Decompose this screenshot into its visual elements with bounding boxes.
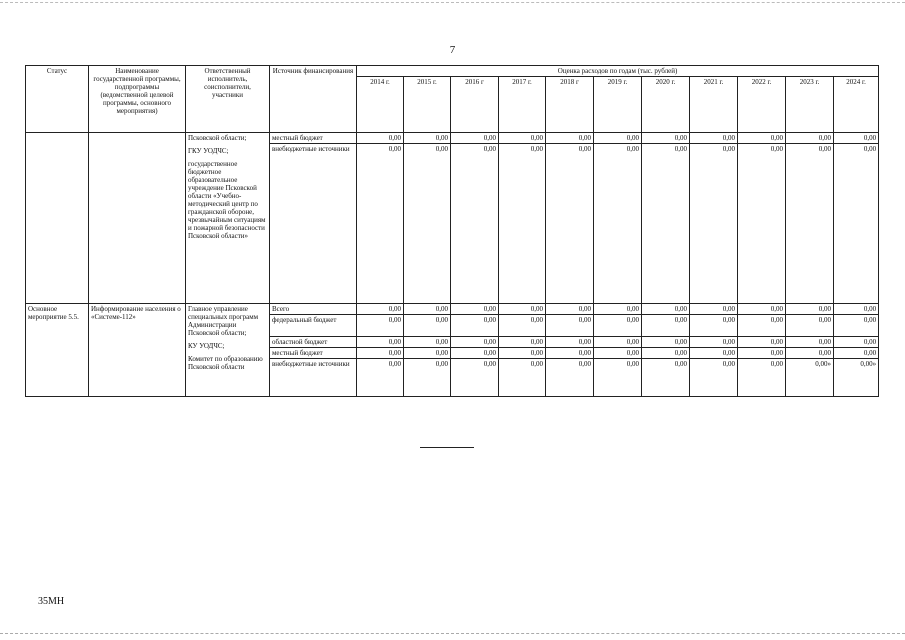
responsible-line: государственное бюджетное образовательное учреждение Псковской области «Учебно-методический центр по гражданской обороне, чрезвычайным ситуациям и пожарной безопасности Псковской области» <box>188 160 266 240</box>
header-year: 2023 г. <box>786 77 834 133</box>
responsible-line: Комитет по образованию Псковской области <box>188 355 263 371</box>
value-cell: 0,00 <box>690 144 738 304</box>
footer-code: 35МН <box>38 596 65 607</box>
value-cell: 0,00 <box>357 359 404 397</box>
value-cell: 0,00 <box>786 348 834 359</box>
header-status: Статус <box>26 66 89 133</box>
value-cell: 0,00 <box>642 315 690 337</box>
value-cell: 0,00 <box>738 144 786 304</box>
scan-edge-bottom <box>0 633 905 634</box>
scan-edge-top <box>0 2 905 3</box>
value-cell: 0,00 <box>451 337 499 348</box>
value-cell: 0,00 <box>786 304 834 315</box>
budget-table-body <box>26 133 879 397</box>
value-cell: 0,00 <box>594 348 642 359</box>
value-cell: 0,00 <box>786 144 834 304</box>
value-cell: 0,00 <box>594 133 642 144</box>
value-cell: 0,00 <box>499 348 546 359</box>
value-cell: 0,00 <box>642 133 690 144</box>
responsible-line: ГКУ УОДЧС; <box>188 147 229 155</box>
value-cell: 0,00 <box>594 315 642 337</box>
value-cell: 0,00 <box>738 337 786 348</box>
value-cell: 0,00 <box>834 315 879 337</box>
value-cell: 0,00» <box>786 359 834 397</box>
value-cell: 0,00 <box>546 337 594 348</box>
page-number: 7 <box>449 44 456 56</box>
value-cell: 0,00» <box>834 359 879 397</box>
value-cell: 0,00 <box>546 144 594 304</box>
source-cell: местный бюджет <box>270 133 357 144</box>
value-cell: 0,00 <box>546 315 594 337</box>
source-cell: федеральный бюджет <box>270 315 357 337</box>
value-cell: 0,00 <box>404 133 451 144</box>
responsible-cell <box>186 133 270 304</box>
value-cell: 0,00 <box>546 348 594 359</box>
name-cell <box>89 133 186 304</box>
responsible-line: КУ УОДЧС; <box>188 342 225 350</box>
value-cell: 0,00 <box>404 304 451 315</box>
value-cell: 0,00 <box>738 133 786 144</box>
value-cell: 0,00 <box>499 144 546 304</box>
value-cell: 0,00 <box>642 304 690 315</box>
header-year: 2020 г. <box>642 77 690 133</box>
value-cell: 0,00 <box>404 315 451 337</box>
value-cell: 0,00 <box>451 304 499 315</box>
header-responsible: Ответственный исполнитель, соисполнители, участники <box>186 66 270 133</box>
value-cell: 0,00 <box>357 315 404 337</box>
value-cell: 0,00 <box>642 144 690 304</box>
value-cell: 0,00 <box>404 144 451 304</box>
value-cell: 0,00 <box>594 337 642 348</box>
value-cell: 0,00 <box>404 359 451 397</box>
value-cell: 0,00 <box>451 315 499 337</box>
header-year: 2015 г. <box>404 77 451 133</box>
value-cell: 0,00 <box>594 304 642 315</box>
value-cell: 0,00 <box>738 359 786 397</box>
header-year: 2014 г. <box>357 77 404 133</box>
responsible-cell <box>186 304 270 397</box>
value-cell: 0,00 <box>690 315 738 337</box>
source-cell: Всего <box>270 304 357 315</box>
value-cell: 0,00 <box>404 337 451 348</box>
source-cell: местный бюджет <box>270 348 357 359</box>
header-source: Источник финансирования <box>270 66 357 133</box>
value-cell: 0,00 <box>357 348 404 359</box>
value-cell: 0,00 <box>594 359 642 397</box>
header-year: 2021 г. <box>690 77 738 133</box>
header-estimate: Оценка расходов по годам (тыс. рублей) <box>357 66 879 77</box>
header-year: 2017 г. <box>499 77 546 133</box>
value-cell: 0,00 <box>404 348 451 359</box>
value-cell: 0,00 <box>738 304 786 315</box>
table-row <box>26 133 879 144</box>
header-year: 2024 г. <box>834 77 879 133</box>
value-cell: 0,00 <box>834 337 879 348</box>
source-cell: внебюджетные источники <box>270 359 357 397</box>
status-cell <box>26 133 89 304</box>
value-cell: 0,00 <box>690 348 738 359</box>
value-cell: 0,00 <box>357 337 404 348</box>
value-cell: 0,00 <box>690 359 738 397</box>
end-divider <box>420 447 474 448</box>
source-cell: областной бюджет <box>270 337 357 348</box>
responsible-line: Главное управление специальных программ Администрации Псковской области; <box>188 305 259 337</box>
name-cell: Информирование населения о «Системе-112» <box>89 304 186 397</box>
value-cell: 0,00 <box>357 133 404 144</box>
header-year: 2018 г <box>546 77 594 133</box>
value-cell: 0,00 <box>738 348 786 359</box>
value-cell: 0,00 <box>451 144 499 304</box>
value-cell: 0,00 <box>738 315 786 337</box>
header-name: Наименование государственной программы, подпрограммы (ведомственной целевой программы, основного мероприятия) <box>89 66 186 133</box>
value-cell: 0,00 <box>499 133 546 144</box>
value-cell: 0,00 <box>786 133 834 144</box>
header-year: 2019 г. <box>594 77 642 133</box>
value-cell: 0,00 <box>690 304 738 315</box>
value-cell: 0,00 <box>357 144 404 304</box>
value-cell: 0,00 <box>834 348 879 359</box>
value-cell: 0,00 <box>690 337 738 348</box>
value-cell: 0,00 <box>451 348 499 359</box>
source-cell: внебюджетные источники <box>270 144 357 304</box>
value-cell: 0,00 <box>594 144 642 304</box>
value-cell: 0,00 <box>499 304 546 315</box>
value-cell: 0,00 <box>357 304 404 315</box>
value-cell: 0,00 <box>546 304 594 315</box>
responsible-line: Псковской области; <box>188 134 247 142</box>
value-cell: 0,00 <box>451 359 499 397</box>
value-cell: 0,00 <box>451 133 499 144</box>
value-cell: 0,00 <box>499 359 546 397</box>
value-cell: 0,00 <box>642 337 690 348</box>
header-year: 2016 г <box>451 77 499 133</box>
value-cell: 0,00 <box>786 315 834 337</box>
budget-table <box>25 65 879 397</box>
value-cell: 0,00 <box>834 133 879 144</box>
value-cell: 0,00 <box>642 348 690 359</box>
value-cell: 0,00 <box>546 359 594 397</box>
table-row <box>26 304 879 315</box>
value-cell: 0,00 <box>834 144 879 304</box>
status-cell: Основное мероприятие 5.5. <box>26 304 89 397</box>
value-cell: 0,00 <box>786 337 834 348</box>
value-cell: 0,00 <box>834 304 879 315</box>
value-cell: 0,00 <box>546 133 594 144</box>
value-cell: 0,00 <box>499 315 546 337</box>
value-cell: 0,00 <box>690 133 738 144</box>
header-year: 2022 г. <box>738 77 786 133</box>
value-cell: 0,00 <box>499 337 546 348</box>
value-cell: 0,00 <box>642 359 690 397</box>
